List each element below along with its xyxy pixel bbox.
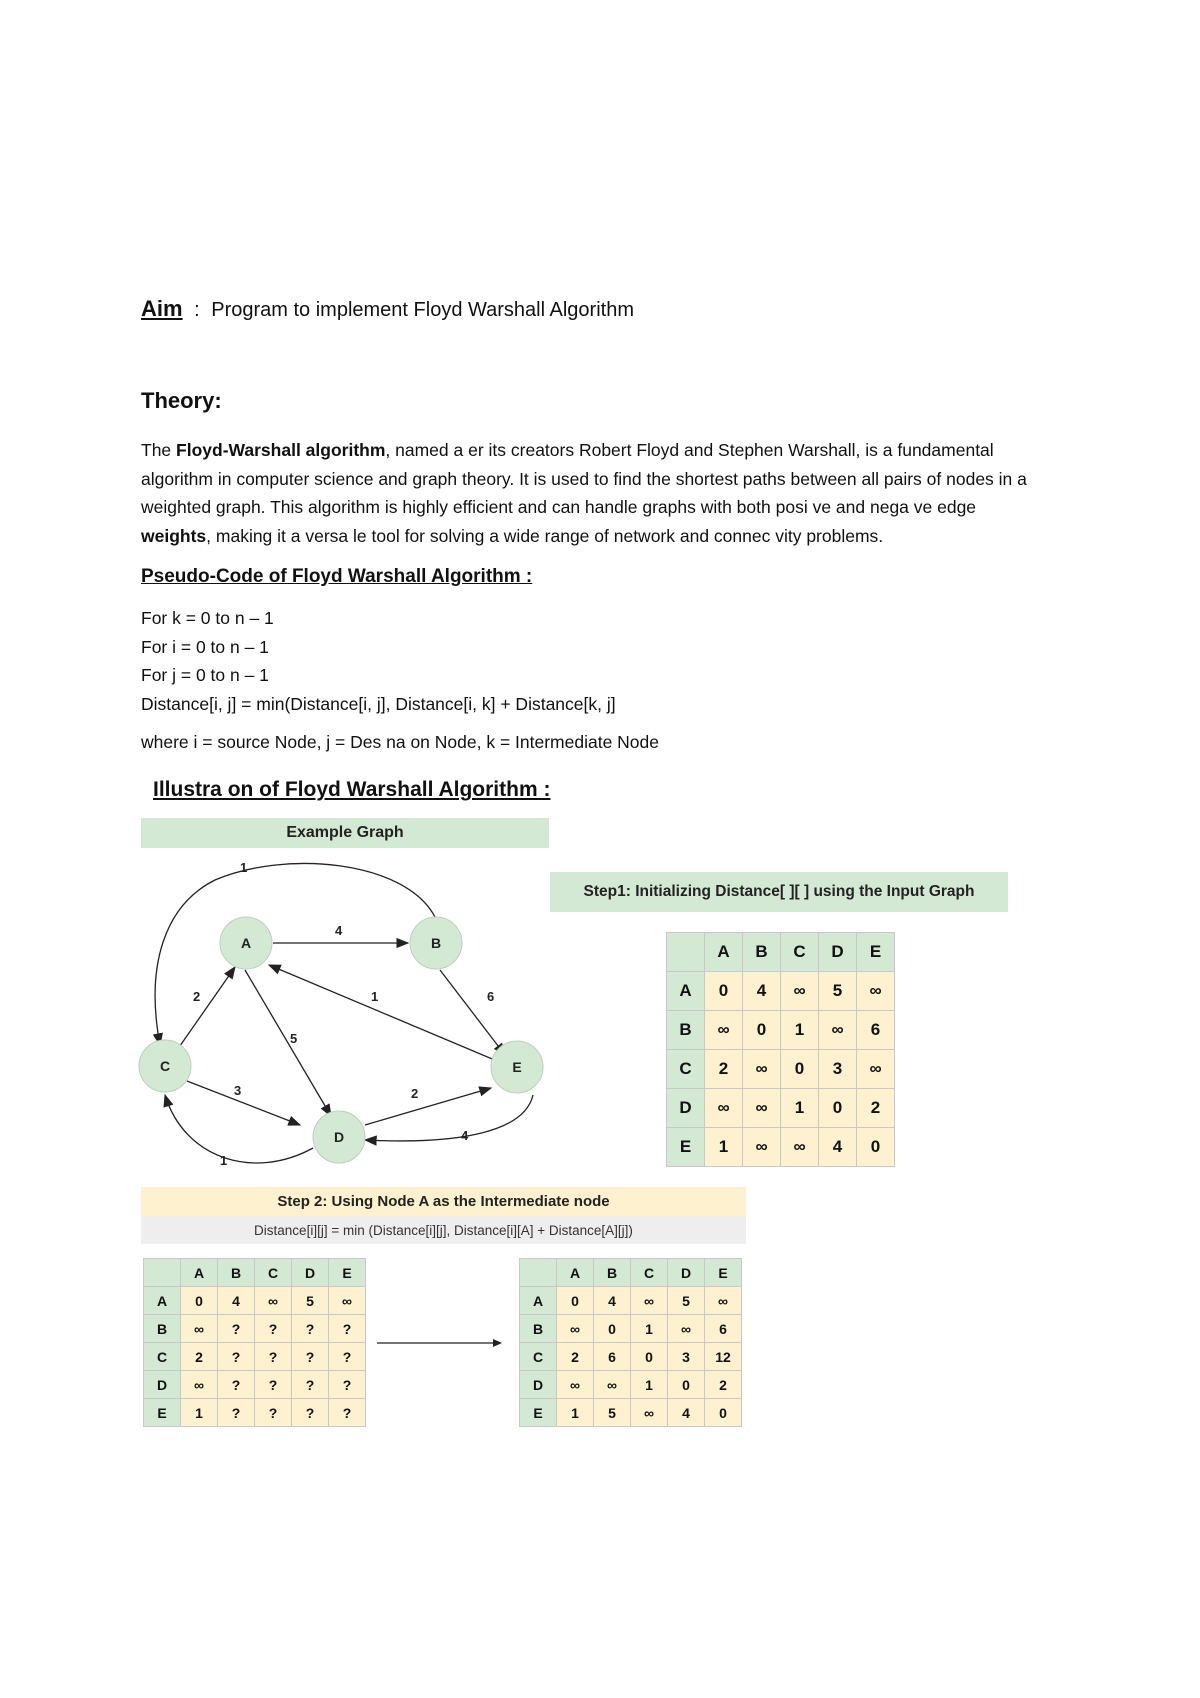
row-header: E xyxy=(667,1128,705,1167)
table-cell: ? xyxy=(329,1371,366,1399)
table-cell: 4 xyxy=(668,1399,705,1427)
table-cell: ? xyxy=(292,1371,329,1399)
table-row xyxy=(144,1371,366,1399)
column-header: A xyxy=(181,1259,218,1287)
table-corner xyxy=(144,1259,181,1287)
graph-title: Example Graph xyxy=(141,818,549,848)
table-cell: ∞ xyxy=(181,1315,218,1343)
table-cell: ∞ xyxy=(181,1371,218,1399)
table-cell: ∞ xyxy=(668,1315,705,1343)
pseudo-line: For j = 0 to n – 1 xyxy=(141,665,269,685)
table-row xyxy=(667,1050,895,1089)
table-cell: 5 xyxy=(668,1287,705,1315)
table-cell: 6 xyxy=(705,1315,742,1343)
table-cell: 1 xyxy=(631,1315,668,1343)
table-cell: ? xyxy=(218,1371,255,1399)
table-cell: ? xyxy=(255,1343,292,1371)
table-row xyxy=(667,1011,895,1050)
table-cell: ∞ xyxy=(857,972,895,1011)
column-header: B xyxy=(743,933,781,972)
table-cell: ∞ xyxy=(705,1011,743,1050)
edge-weight: 4 xyxy=(461,1128,469,1143)
table-cell: 0 xyxy=(857,1128,895,1167)
table-cell: 0 xyxy=(557,1287,594,1315)
theory-line: weights, making it a versa le tool for solving a wide range of network and connec vity problems. xyxy=(141,525,884,546)
table-cell: ∞ xyxy=(743,1128,781,1167)
transition-arrow-icon xyxy=(375,1335,505,1351)
pseudo-line: Distance[i, j] = min(Distance[i, j], Distance[i, k] + Distance[k, j] xyxy=(141,693,616,714)
graph-node-label: A xyxy=(240,935,252,951)
edge-weight: 4 xyxy=(335,923,343,938)
table-cell: ∞ xyxy=(857,1050,895,1089)
table-cell: ? xyxy=(255,1399,292,1427)
table-cell: ∞ xyxy=(329,1287,366,1315)
example-graph xyxy=(135,855,555,1185)
table-cell: 4 xyxy=(218,1287,255,1315)
column-header: D xyxy=(292,1259,329,1287)
table-cell: ? xyxy=(329,1399,366,1427)
edge-weight: 5 xyxy=(290,1031,298,1046)
edge-weight: 1 xyxy=(240,860,248,875)
table-cell: ∞ xyxy=(631,1399,668,1427)
aim-text: Program to implement Floyd Warshall Algorithm xyxy=(211,299,634,321)
edge-weight: 2 xyxy=(411,1086,419,1101)
table-row xyxy=(144,1315,366,1343)
table-cell: ? xyxy=(218,1399,255,1427)
theory-line: weighted graph. This algorithm is highly efficient and can handle graphs with both posi ve and nega ve edge xyxy=(141,497,977,517)
table-cell: 0 xyxy=(743,1011,781,1050)
table-cell: 6 xyxy=(594,1343,631,1371)
table-cell: ∞ xyxy=(557,1371,594,1399)
column-header: A xyxy=(557,1259,594,1287)
column-header: B xyxy=(218,1259,255,1287)
table-cell: 0 xyxy=(594,1315,631,1343)
table-cell: ? xyxy=(292,1315,329,1343)
table-cell: ? xyxy=(218,1315,255,1343)
theory-heading: Theory: xyxy=(141,388,222,413)
table-row xyxy=(520,1343,742,1371)
edge-a-d xyxy=(245,970,331,1116)
table-corner xyxy=(520,1259,557,1287)
row-header: D xyxy=(520,1371,557,1399)
table-cell: 5 xyxy=(819,972,857,1011)
column-header: B xyxy=(594,1259,631,1287)
row-header: D xyxy=(667,1089,705,1128)
table-cell: 2 xyxy=(857,1089,895,1128)
edge-weight: 2 xyxy=(193,989,201,1004)
table-cell: 5 xyxy=(594,1399,631,1427)
column-header: C xyxy=(781,933,819,972)
table-row xyxy=(667,1089,895,1128)
table-cell: ∞ xyxy=(743,1050,781,1089)
table-row xyxy=(520,1315,742,1343)
table-cell: ∞ xyxy=(781,1128,819,1167)
row-header: C xyxy=(520,1343,557,1371)
table-cell: 1 xyxy=(781,1011,819,1050)
edge-weight: 1 xyxy=(220,1153,228,1168)
table-cell: ∞ xyxy=(705,1287,742,1315)
row-header: A xyxy=(520,1287,557,1315)
table-corner xyxy=(667,933,705,972)
table-cell: ? xyxy=(292,1343,329,1371)
table-cell: 2 xyxy=(181,1343,218,1371)
graph-node-label: D xyxy=(333,1129,345,1145)
edge-weight: 1 xyxy=(371,989,379,1004)
table-row xyxy=(144,1399,366,1427)
column-header: C xyxy=(255,1259,292,1287)
table-cell: ∞ xyxy=(594,1371,631,1399)
row-header: A xyxy=(667,972,705,1011)
step2-title: Step 2: Using Node A as the Intermediate node xyxy=(141,1187,746,1216)
pseudo-where: where i = source Node, j = Des na on Node, k = Intermediate Node xyxy=(141,732,660,752)
column-header: E xyxy=(705,1259,742,1287)
table-cell: 12 xyxy=(705,1343,742,1371)
table-cell: ? xyxy=(218,1343,255,1371)
step2-formula: Distance[i][j] = min (Distance[i][j], Distance[i][A] + Distance[A][j]) xyxy=(141,1216,746,1244)
table-cell: 4 xyxy=(819,1128,857,1167)
table-cell: 1 xyxy=(181,1399,218,1427)
edge-d-c xyxy=(165,1095,313,1163)
edge-weight: 3 xyxy=(234,1083,242,1098)
step1-distance-table xyxy=(666,932,895,1167)
table-cell: ∞ xyxy=(557,1315,594,1343)
row-header: C xyxy=(667,1050,705,1089)
pseudo-line: For k = 0 to n – 1 xyxy=(141,608,274,628)
row-header: A xyxy=(144,1287,181,1315)
illustration-heading: Illustra on of Floyd Warshall Algorithm : xyxy=(153,778,551,801)
table-cell: 4 xyxy=(743,972,781,1011)
aim-label: Aim xyxy=(141,296,183,321)
table-cell: 0 xyxy=(668,1371,705,1399)
table-cell: 2 xyxy=(705,1371,742,1399)
column-header: E xyxy=(329,1259,366,1287)
table-cell: 5 xyxy=(292,1287,329,1315)
table-row xyxy=(520,1399,742,1427)
table-cell: 1 xyxy=(705,1128,743,1167)
table-cell: ∞ xyxy=(705,1089,743,1128)
table-cell: 6 xyxy=(857,1011,895,1050)
aim-line xyxy=(141,296,634,322)
table-cell: ∞ xyxy=(743,1089,781,1128)
table-row xyxy=(144,1343,366,1371)
table-cell: 1 xyxy=(631,1371,668,1399)
table-cell: ∞ xyxy=(781,972,819,1011)
table-cell: 1 xyxy=(781,1089,819,1128)
graph-node-label: C xyxy=(159,1058,171,1074)
edge-weight: 6 xyxy=(487,989,495,1004)
graph-node-label: B xyxy=(430,935,442,951)
table-cell: ? xyxy=(329,1315,366,1343)
pseudo-heading: Pseudo-Code of Floyd Warshall Algorithm : xyxy=(141,566,533,587)
table-cell: ∞ xyxy=(255,1287,292,1315)
step2-after-table xyxy=(519,1258,742,1427)
column-header: D xyxy=(668,1259,705,1287)
column-header: C xyxy=(631,1259,668,1287)
theory-line: The Floyd-Warshall algorithm, named a er its creators Robert Floyd and Stephen Warshall, is a fundamental xyxy=(141,440,994,460)
graph-node-label: E xyxy=(512,1059,522,1075)
table-cell: ? xyxy=(255,1315,292,1343)
table-cell: 3 xyxy=(819,1050,857,1089)
table-row xyxy=(144,1287,366,1315)
row-header: D xyxy=(144,1371,181,1399)
edge-e-a xyxy=(269,965,497,1061)
table-row xyxy=(520,1371,742,1399)
column-header: E xyxy=(857,933,895,972)
row-header: C xyxy=(144,1343,181,1371)
table-cell: 2 xyxy=(557,1343,594,1371)
pseudo-line: For i = 0 to n – 1 xyxy=(141,636,269,657)
theory-line: algorithm in computer science and graph theory. It is used to find the shortest paths between all pairs of nodes in a xyxy=(141,468,1027,489)
table-cell: ∞ xyxy=(631,1287,668,1315)
column-header: D xyxy=(819,933,857,972)
table-cell: 3 xyxy=(668,1343,705,1371)
aim-colon: : xyxy=(194,299,200,321)
table-cell: 0 xyxy=(819,1089,857,1128)
table-cell: 4 xyxy=(594,1287,631,1315)
table-cell: 0 xyxy=(705,972,743,1011)
step2-before-table xyxy=(143,1258,366,1427)
table-cell: ? xyxy=(255,1371,292,1399)
row-header: E xyxy=(520,1399,557,1427)
row-header: B xyxy=(520,1315,557,1343)
table-cell: 1 xyxy=(557,1399,594,1427)
edge-d-e xyxy=(365,1088,491,1125)
table-cell: 0 xyxy=(181,1287,218,1315)
theory-paragraph xyxy=(141,436,1141,550)
table-cell: 0 xyxy=(705,1399,742,1427)
edge-c-d xyxy=(187,1081,300,1125)
step1-title: Step1: Initializing Distance[ ][ ] using the Input Graph xyxy=(550,872,1008,912)
table-cell: 0 xyxy=(781,1050,819,1089)
row-header: E xyxy=(144,1399,181,1427)
table-cell: ? xyxy=(329,1343,366,1371)
edge-c-a xyxy=(175,967,235,1053)
pseudo-code xyxy=(141,604,616,718)
row-header: B xyxy=(667,1011,705,1050)
table-cell: ∞ xyxy=(819,1011,857,1050)
table-cell: 2 xyxy=(705,1050,743,1089)
column-header: A xyxy=(705,933,743,972)
table-row xyxy=(667,1128,895,1167)
row-header: B xyxy=(144,1315,181,1343)
edge-b-e xyxy=(440,970,505,1055)
table-row xyxy=(667,972,895,1011)
table-cell: 0 xyxy=(631,1343,668,1371)
table-cell: ? xyxy=(292,1399,329,1427)
table-row xyxy=(520,1287,742,1315)
